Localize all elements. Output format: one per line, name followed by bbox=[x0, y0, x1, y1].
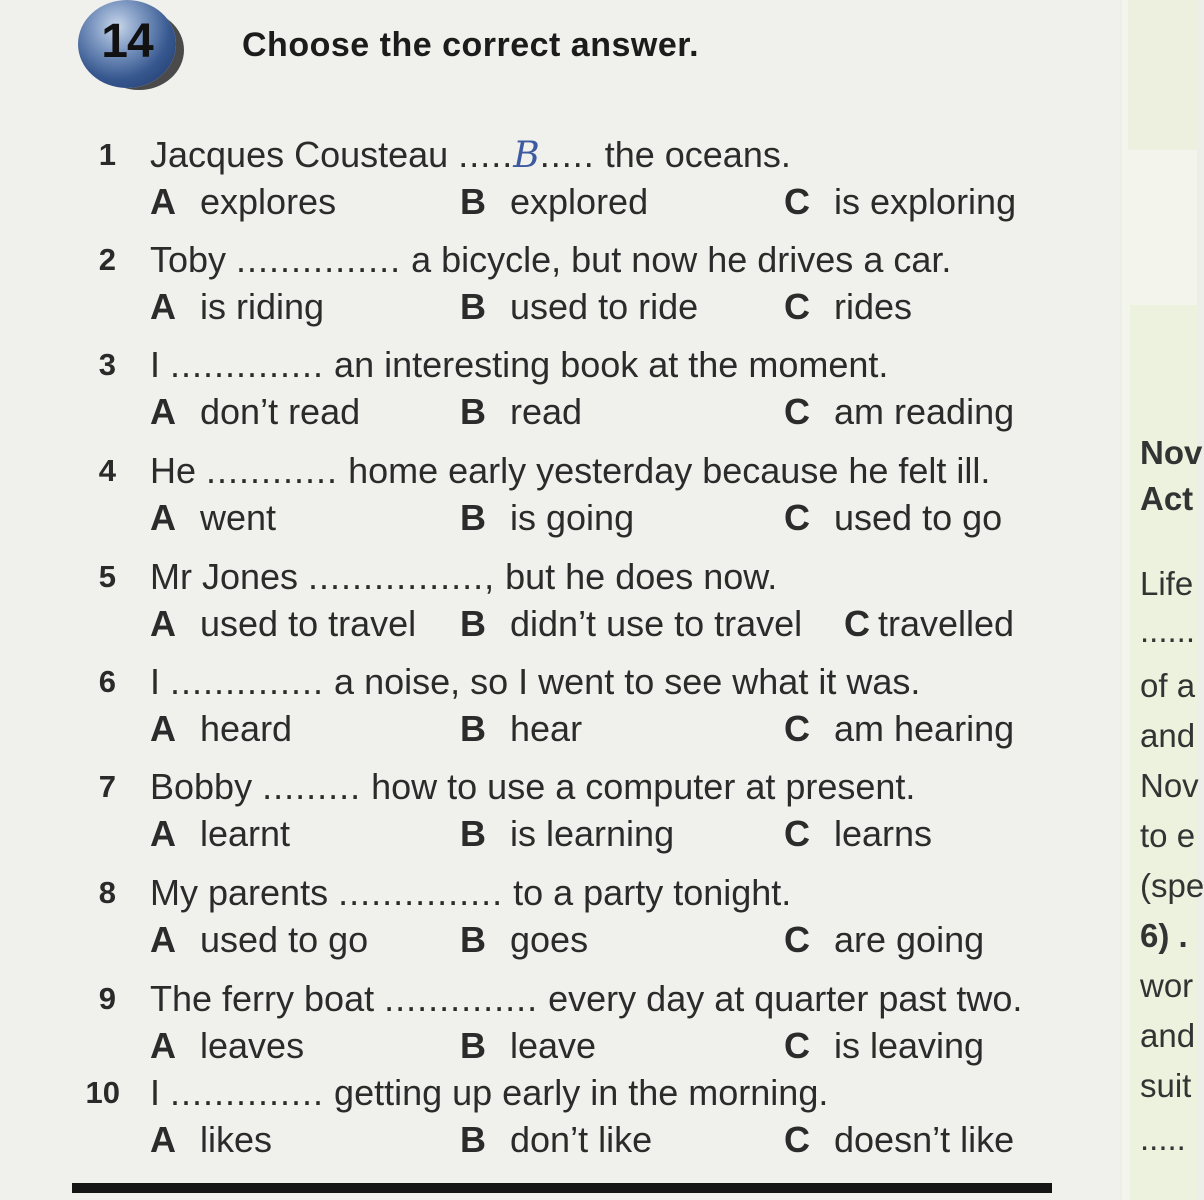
question-text: I .............. a noise, so I went to see what it was. bbox=[150, 661, 921, 702]
option-a[interactable]: A used to travel bbox=[150, 603, 417, 644]
option-c[interactable]: C used to go bbox=[784, 497, 1003, 538]
question-number: 5 bbox=[98, 559, 116, 594]
option-a[interactable]: A leaves bbox=[150, 1025, 305, 1066]
question-text: Jacques Cousteau .....B..... the oceans. bbox=[150, 134, 791, 176]
exercise-instruction: Choose the correct answer. bbox=[242, 26, 700, 64]
answer-blank[interactable]: ............... bbox=[236, 239, 402, 280]
side-line: wor bbox=[1140, 967, 1194, 1004]
adjacent-page-top-box bbox=[1128, 0, 1197, 150]
answer-blank[interactable]: .............. bbox=[384, 978, 539, 1019]
option-c[interactable]: C am hearing bbox=[784, 708, 1015, 749]
side-heading: Act bbox=[1140, 480, 1194, 517]
question-number: 10 bbox=[85, 1075, 120, 1110]
question-text: I .............. getting up early in the morning. bbox=[150, 1072, 829, 1113]
side-line: and bbox=[1140, 1017, 1196, 1054]
question-number: 3 bbox=[98, 347, 116, 382]
option-a[interactable]: A explores bbox=[150, 181, 337, 222]
option-b[interactable]: B leave bbox=[460, 1025, 597, 1066]
side-line: Nov bbox=[1140, 767, 1199, 804]
side-line: suit bbox=[1140, 1067, 1192, 1104]
exercise-number: 14 bbox=[101, 15, 153, 68]
question-text: Bobby ......... how to use a computer at present. bbox=[150, 766, 916, 807]
option-a[interactable]: A don’t read bbox=[150, 391, 361, 432]
answer-blank[interactable]: .............. bbox=[170, 661, 325, 702]
answer-blank[interactable]: ..... bbox=[458, 134, 514, 175]
side-line: 6) . bbox=[1140, 917, 1188, 954]
answer-blank[interactable]: ............ bbox=[206, 450, 339, 491]
side-line: of a bbox=[1140, 667, 1196, 704]
answer-blank[interactable]: ......... bbox=[262, 766, 362, 807]
option-a[interactable]: A is riding bbox=[150, 286, 325, 327]
option-c[interactable]: C are going bbox=[784, 919, 985, 960]
side-line: (spe bbox=[1140, 867, 1204, 904]
option-b[interactable]: B goes bbox=[460, 919, 589, 960]
option-c[interactable]: C am reading bbox=[784, 391, 1015, 432]
answer-blank[interactable]: .............. bbox=[170, 1072, 325, 1113]
question-text: My parents ............... to a party tonight. bbox=[150, 872, 792, 913]
handwritten-answer: B bbox=[513, 135, 540, 176]
question-text: Mr Jones ................, but he does now. bbox=[150, 556, 778, 597]
option-c[interactable]: C is leaving bbox=[784, 1025, 985, 1066]
side-line: ...... bbox=[1140, 612, 1196, 649]
question-number: 4 bbox=[98, 453, 116, 488]
side-heading: Nov bbox=[1140, 434, 1203, 471]
option-a[interactable]: A went bbox=[150, 497, 277, 538]
question-text: Toby ............... a bicycle, but now he drives a car. bbox=[150, 239, 952, 280]
question-text: I .............. an interesting book at the moment. bbox=[150, 344, 889, 385]
option-c[interactable]: C doesn’t like bbox=[784, 1119, 1015, 1160]
answer-blank[interactable]: ................, bbox=[308, 556, 496, 597]
option-a[interactable]: A likes bbox=[150, 1119, 273, 1160]
option-b[interactable]: B don’t like bbox=[460, 1119, 653, 1160]
question-number: 7 bbox=[98, 769, 116, 804]
option-b[interactable]: B read bbox=[460, 391, 583, 432]
question-number: 1 bbox=[98, 137, 116, 172]
option-b[interactable]: B hear bbox=[460, 708, 583, 749]
side-line: to e bbox=[1140, 817, 1196, 854]
answer-blank[interactable]: .............. bbox=[170, 344, 325, 385]
option-b[interactable]: B is going bbox=[460, 497, 635, 538]
bottom-rule bbox=[72, 1183, 1052, 1193]
question-text: The ferry boat .............. every day at quarter past two. bbox=[150, 978, 1023, 1019]
option-b[interactable]: B used to ride bbox=[460, 286, 699, 327]
option-c[interactable]: C is exploring bbox=[784, 181, 1017, 222]
exercise-number-badge bbox=[78, 0, 176, 88]
option-c[interactable]: C travelled bbox=[844, 603, 1015, 644]
question-text: He ............ home early yesterday because he felt ill. bbox=[150, 450, 991, 491]
option-b[interactable]: B explored bbox=[460, 181, 649, 222]
option-a[interactable]: A learnt bbox=[150, 813, 291, 854]
option-b[interactable]: B is learning bbox=[460, 813, 675, 854]
side-line: and bbox=[1140, 717, 1196, 754]
question-number: 2 bbox=[98, 242, 116, 277]
option-c[interactable]: C rides bbox=[784, 286, 913, 327]
question-number: 8 bbox=[98, 875, 116, 910]
option-c[interactable]: C learns bbox=[784, 813, 933, 854]
question-number: 9 bbox=[98, 981, 116, 1016]
option-a[interactable]: A heard bbox=[150, 708, 293, 749]
option-b[interactable]: B didn’t use to travel bbox=[460, 603, 803, 644]
option-a[interactable]: A used to go bbox=[150, 919, 369, 960]
answer-blank[interactable]: ............... bbox=[338, 872, 504, 913]
side-line: ..... bbox=[1140, 1120, 1186, 1157]
side-line: Life bbox=[1140, 565, 1194, 602]
question-number: 6 bbox=[98, 664, 116, 699]
